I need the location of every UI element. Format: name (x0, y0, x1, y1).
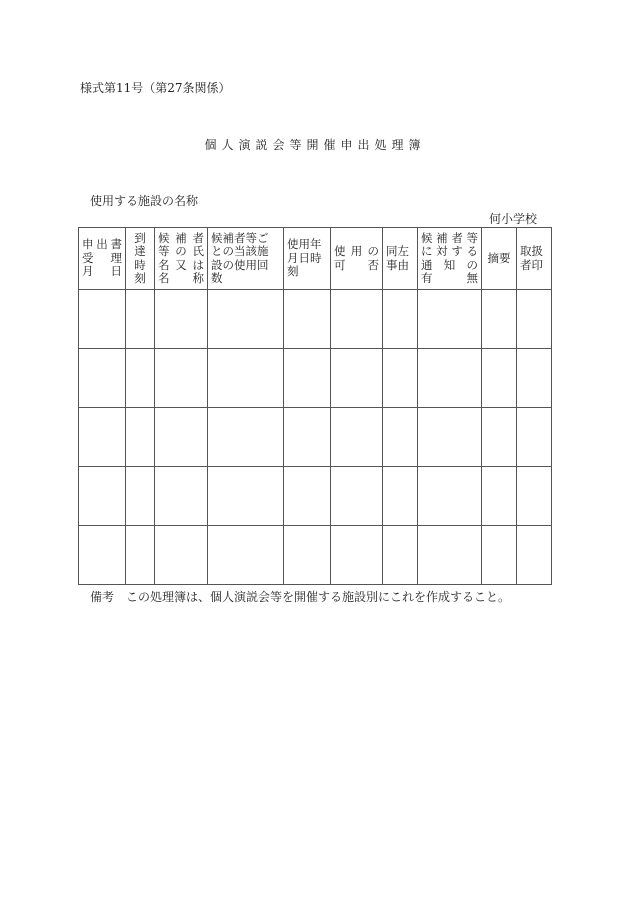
header-text: 者 (192, 230, 204, 245)
cell-arrival-time[interactable] (126, 526, 155, 585)
header-text: 到 (134, 230, 146, 245)
header-text: の (367, 244, 379, 258)
cell-remarks[interactable] (482, 349, 517, 408)
cell-application-date[interactable] (79, 467, 126, 526)
header-text: 用 (350, 244, 363, 258)
header-text: 受 (82, 250, 94, 265)
header-text: 日 (110, 264, 122, 279)
cell-usage-count[interactable] (208, 526, 284, 585)
document-title: 個人演説会等開催申出処理簿 (204, 138, 426, 152)
cell-usage-datetime[interactable] (284, 408, 331, 467)
header-text: 取扱 (520, 244, 543, 258)
cell-usage-datetime[interactable] (284, 526, 331, 585)
cell-notification[interactable] (418, 467, 482, 526)
header-text: 等 (158, 244, 170, 258)
cell-application-date[interactable] (79, 526, 126, 585)
note-text: この処理簿は、個人演説会等を開催する施設別にこれを作成すること。 (126, 590, 511, 604)
header-text: 知 (443, 257, 456, 272)
cell-application-date[interactable] (79, 408, 126, 467)
header-text: 可 (334, 257, 346, 272)
cell-usage-approval[interactable] (331, 349, 383, 408)
cell-handler-seal[interactable] (517, 526, 552, 585)
cell-remarks[interactable] (482, 408, 517, 467)
column-header-usage-count (208, 228, 284, 290)
header-text: 対 (436, 244, 448, 258)
header-text: 時 (134, 257, 146, 272)
note-label: 備考 (90, 590, 115, 604)
table-row (79, 408, 552, 467)
cell-usage-count[interactable] (208, 290, 284, 349)
column-header-notification (418, 228, 482, 290)
cell-remarks[interactable] (482, 467, 517, 526)
cell-application-date[interactable] (79, 290, 126, 349)
cell-notification[interactable] (418, 349, 482, 408)
header-text: 候補者等ご (211, 230, 269, 245)
cell-usage-count[interactable] (208, 349, 284, 408)
header-text: 書 (110, 237, 122, 252)
cell-notification[interactable] (418, 526, 482, 585)
column-header-candidate-name (155, 228, 208, 290)
header-text: 候 (421, 230, 433, 245)
header-text: 者印 (520, 257, 543, 272)
cell-handler-seal[interactable] (517, 349, 552, 408)
cell-application-date[interactable] (79, 349, 126, 408)
header-text: 名 (158, 271, 170, 285)
header-text: 等 (466, 230, 478, 245)
header-text: は (192, 257, 204, 272)
header-text: 補 (436, 230, 448, 245)
header-text: との当該施 (211, 244, 269, 258)
header-text: 設の使用回 (211, 257, 269, 272)
header-text: 通 (421, 257, 433, 272)
cell-reason[interactable] (383, 408, 418, 467)
header-text: 月 (82, 264, 94, 279)
cell-usage-approval[interactable] (331, 408, 383, 467)
cell-handler-seal[interactable] (517, 290, 552, 349)
header-text: 達 (134, 244, 146, 258)
cell-usage-datetime[interactable] (284, 290, 331, 349)
column-header-application-date (79, 228, 126, 290)
header-text: 称 (192, 271, 204, 285)
header-text: 理 (110, 250, 122, 265)
cell-arrival-time[interactable] (126, 408, 155, 467)
column-header-arrival-time (126, 228, 155, 290)
cell-usage-datetime[interactable] (284, 349, 331, 408)
header-text: 申 (82, 237, 94, 252)
cell-usage-approval[interactable] (331, 526, 383, 585)
cell-notification[interactable] (418, 290, 482, 349)
header-text: 候 (158, 230, 170, 245)
header-text: 月日時 (287, 250, 322, 265)
cell-remarks[interactable] (482, 290, 517, 349)
cell-usage-approval[interactable] (331, 467, 383, 526)
form-number: 様式第11号（第27条関係） (80, 81, 231, 95)
ledger-table (78, 227, 552, 585)
header-text: に (421, 244, 433, 258)
note (90, 588, 510, 605)
header-text: 使 (334, 244, 346, 258)
header-text: 刻 (287, 264, 299, 279)
header-text: の (175, 244, 187, 258)
facility-label: 使用する施設の名称 (90, 194, 199, 208)
header-text: 補 (175, 230, 187, 245)
cell-usage-approval[interactable] (331, 290, 383, 349)
cell-candidate-name[interactable] (155, 290, 208, 349)
header-text: す (451, 244, 463, 258)
column-header-usage-datetime (284, 228, 331, 290)
header-text: 同左 (386, 244, 409, 258)
cell-remarks[interactable] (482, 526, 517, 585)
column-header-reason (383, 228, 418, 290)
table-row (79, 526, 552, 585)
cell-handler-seal[interactable] (517, 408, 552, 467)
cell-arrival-time[interactable] (126, 290, 155, 349)
header-text: 事由 (386, 257, 409, 272)
cell-notification[interactable] (418, 408, 482, 467)
cell-usage-count[interactable] (208, 408, 284, 467)
cell-usage-count[interactable] (208, 467, 284, 526)
cell-candidate-name[interactable] (155, 408, 208, 467)
table-row (79, 467, 552, 526)
header-text: 出 (96, 237, 108, 252)
column-header-usage-approval (331, 228, 383, 290)
cell-candidate-name[interactable] (155, 467, 208, 526)
header-text: 摘要 (487, 250, 511, 265)
column-header-handler-seal (517, 228, 552, 290)
header-text: 否 (367, 257, 379, 272)
header-text: 刻 (134, 271, 146, 285)
header-text: の (466, 257, 478, 272)
header-text: 無 (466, 271, 478, 285)
cell-candidate-name[interactable] (155, 526, 208, 585)
table-row (79, 290, 552, 349)
cell-handler-seal[interactable] (517, 467, 552, 526)
cell-reason[interactable] (383, 349, 418, 408)
header-text: 又 (175, 257, 187, 272)
header-text: 使用年 (287, 237, 322, 252)
table-row (79, 349, 552, 408)
cell-usage-datetime[interactable] (284, 467, 331, 526)
header-text: 名 (158, 257, 170, 272)
cell-reason[interactable] (383, 467, 418, 526)
cell-arrival-time[interactable] (126, 349, 155, 408)
table-header-row (79, 228, 552, 290)
header-text: 者 (451, 230, 463, 245)
cell-reason[interactable] (383, 290, 418, 349)
header-text: 数 (211, 271, 223, 285)
column-header-remarks (482, 228, 517, 290)
header-text: る (466, 244, 478, 258)
cell-candidate-name[interactable] (155, 349, 208, 408)
cell-arrival-time[interactable] (126, 467, 155, 526)
header-text: 氏 (192, 244, 204, 258)
header-text: 有 (421, 271, 433, 285)
cell-reason[interactable] (383, 526, 418, 585)
facility-name: 何小学校 (488, 212, 537, 226)
